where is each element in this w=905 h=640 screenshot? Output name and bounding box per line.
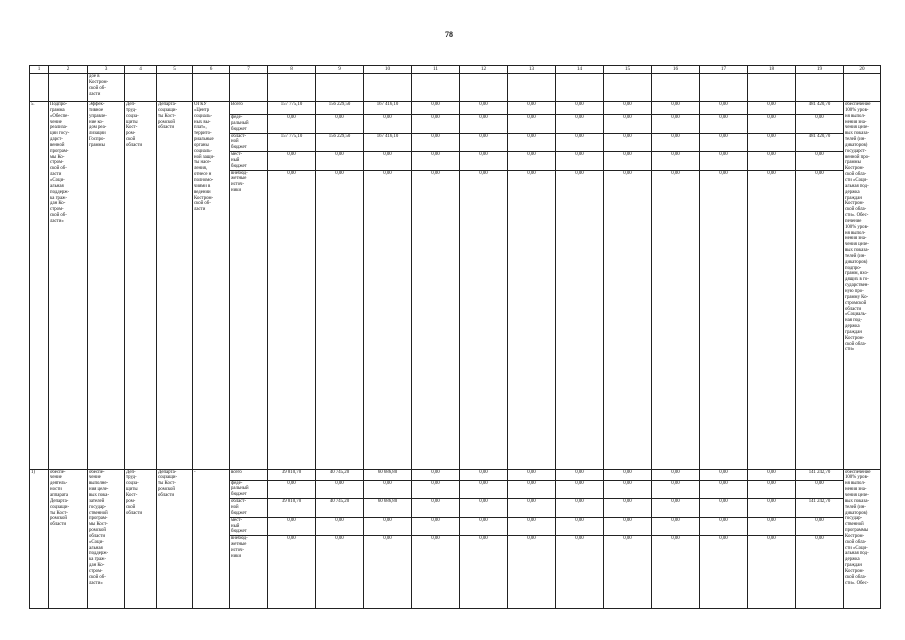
value-cell: 0,00: [652, 480, 700, 499]
value-cell: 60 686,80: [364, 499, 412, 518]
value-cell: 157 775,10: [268, 133, 316, 152]
value-cell: 0,00: [604, 152, 652, 171]
value-cell: 0,00: [700, 133, 748, 152]
total-cell: 141 242,70: [796, 499, 844, 518]
responsible-executor: Деп- труд- соцза- щиты Кост- ром- ской области: [125, 102, 157, 470]
value-cell: 156 229,50: [316, 102, 364, 115]
value-cell: 0,00: [556, 517, 604, 536]
continuation-row: [30, 74, 881, 102]
total-cell: 0,00: [796, 480, 844, 499]
value-cell: 0,00: [652, 536, 700, 609]
value-cell: 0,00: [364, 517, 412, 536]
value-cell: 0,00: [556, 499, 604, 518]
value-cell: 0,00: [412, 102, 460, 115]
value-cell: 0,00: [316, 152, 364, 171]
value-cell: 0,00: [508, 480, 556, 499]
value-cell: 0,00: [460, 536, 508, 609]
value-cell: 0,00: [268, 536, 316, 609]
funding-source: всего: [230, 469, 268, 480]
goal-text: обеспе- чение выполне- ния целе- вых пока- зателей государ- ственной програм- мы Кост- ромской области «Соци- альная поддерж- ка граж- дан Ко- стром- ской об- ласти»: [88, 469, 125, 609]
value-cell: 0,00: [460, 102, 508, 115]
value-cell: 0,00: [412, 115, 460, 134]
value-cell: 0,00: [556, 170, 604, 469]
header-cell: 8: [268, 66, 316, 74]
value-cell: 0,00: [748, 517, 796, 536]
value-cell: 0,00: [604, 469, 652, 480]
total-cell: 0,00: [796, 170, 844, 469]
value-cell: 0,00: [700, 152, 748, 171]
table-row: [30, 469, 881, 480]
header-cell: 4: [125, 66, 157, 74]
budget-table: [29, 65, 881, 609]
value-cell: 0,00: [412, 536, 460, 609]
value-cell: 0,00: [508, 133, 556, 152]
header-cell: 19: [796, 66, 844, 74]
value-cell: 0,00: [460, 170, 508, 469]
value-cell: 0,00: [556, 102, 604, 115]
header-cell: 2: [49, 66, 88, 74]
funding-source: феде- ральный бюджет: [230, 480, 268, 499]
value-cell: 0,00: [604, 480, 652, 499]
value-cell: 0,00: [700, 536, 748, 609]
value-cell: 0,00: [748, 152, 796, 171]
value-cell: 0,00: [604, 170, 652, 469]
value-cell: 0,00: [412, 517, 460, 536]
goal-text: Эффек- тивное управле- ние ко- дом реа- лизации Госпро- граммы: [88, 102, 125, 470]
header-cell: 13: [508, 66, 556, 74]
value-cell: 0,00: [652, 152, 700, 171]
header-cell: 3: [88, 66, 125, 74]
value-cell: 0,00: [508, 152, 556, 171]
value-cell: 0,00: [604, 115, 652, 134]
participants: -: [193, 469, 230, 609]
value-cell: 0,00: [316, 517, 364, 536]
value-cell: 0,00: [556, 536, 604, 609]
value-cell: 0,00: [508, 115, 556, 134]
value-cell: 0,00: [556, 133, 604, 152]
value-cell: 0,00: [700, 499, 748, 518]
value-cell: 0,00: [268, 170, 316, 469]
value-cell: 167 416,10: [364, 102, 412, 115]
value-cell: 40 745,20: [316, 499, 364, 518]
funding-source: Всего: [230, 102, 268, 115]
value-cell: 0,00: [652, 499, 700, 518]
value-cell: 0,00: [748, 115, 796, 134]
value-cell: 0,00: [412, 152, 460, 171]
value-cell: 0,00: [364, 152, 412, 171]
value-cell: 0,00: [460, 469, 508, 480]
page-number: 78: [445, 30, 453, 39]
value-cell: 0,00: [412, 469, 460, 480]
value-cell: 157 775,10: [268, 102, 316, 115]
value-cell: 0,00: [748, 499, 796, 518]
value-cell: 0,00: [604, 102, 652, 115]
value-cell: 0,00: [700, 115, 748, 134]
header-cell: 14: [556, 66, 604, 74]
participants: ОГКУ «Центр социаль- ных вы- плат», террито- риальные органы социаль- ной защи- ты насе- ления, отнесе н полномо- чиями в ведении Костром- ской об- ласти: [193, 102, 230, 470]
funding-source: внебюд- жетные источ- ники: [230, 536, 268, 609]
value-cell: 0,00: [508, 517, 556, 536]
value-cell: 0,00: [556, 480, 604, 499]
continuation-text: дое в Костром- ской об- ласти: [88, 74, 125, 102]
total-cell: 0,00: [796, 517, 844, 536]
activity-name: обеспе- чение деятель- ности аппарата Департa- соцзащи- ты Кост- ромской области: [49, 469, 88, 609]
value-cell: 0,00: [508, 536, 556, 609]
total-cell: 141 242,70: [796, 469, 844, 480]
header-cell: 16: [652, 66, 700, 74]
row-number: 1): [30, 469, 49, 609]
value-cell: 0,00: [412, 480, 460, 499]
value-cell: 0,00: [652, 133, 700, 152]
co-executor: Департа- соцзащи- ты Кост- ромской области: [157, 102, 193, 470]
header-cell: 11: [412, 66, 460, 74]
table-row: [30, 102, 881, 115]
header-cell: 20: [844, 66, 881, 74]
value-cell: 0,00: [604, 133, 652, 152]
funding-source: мест- ный бюджет: [230, 152, 268, 171]
total-cell: 0,00: [796, 152, 844, 171]
value-cell: 0,00: [316, 536, 364, 609]
value-cell: 0,00: [412, 170, 460, 469]
header-cell: 12: [460, 66, 508, 74]
value-cell: 0,00: [700, 170, 748, 469]
value-cell: 0,00: [364, 536, 412, 609]
header-row: [30, 66, 881, 74]
value-cell: 0,00: [748, 536, 796, 609]
funding-source: внебюд- жетные источ- ники: [230, 170, 268, 469]
value-cell: 60 686,80: [364, 469, 412, 480]
value-cell: 0,00: [604, 536, 652, 609]
value-cell: 0,00: [460, 517, 508, 536]
co-executor: Департa- соцзащи- ты Кост- ромской области: [157, 469, 193, 609]
total-cell: 481 420,70: [796, 133, 844, 152]
total-cell: 0,00: [796, 115, 844, 134]
value-cell: 0,00: [652, 115, 700, 134]
value-cell: 0,00: [412, 499, 460, 518]
value-cell: 156 229,50: [316, 133, 364, 152]
value-cell: 0,00: [556, 469, 604, 480]
value-cell: 39 810,70: [268, 469, 316, 480]
value-cell: 0,00: [316, 170, 364, 469]
value-cell: 0,00: [700, 517, 748, 536]
value-cell: 0,00: [460, 115, 508, 134]
value-cell: 167 416,10: [364, 133, 412, 152]
header-cell: 1: [30, 66, 49, 74]
header-cell: 5: [157, 66, 193, 74]
total-cell: 0,00: [796, 536, 844, 609]
header-cell: 10: [364, 66, 412, 74]
header-cell: 18: [748, 66, 796, 74]
value-cell: 0,00: [460, 499, 508, 518]
row-number: 5.: [30, 102, 49, 470]
value-cell: 0,00: [556, 152, 604, 171]
funding-source: област- ной бюджет: [230, 133, 268, 152]
header-cell: 7: [230, 66, 268, 74]
header-cell: 6: [193, 66, 230, 74]
value-cell: 0,00: [700, 480, 748, 499]
value-cell: 0,00: [268, 517, 316, 536]
value-cell: 0,00: [364, 480, 412, 499]
value-cell: 0,00: [748, 102, 796, 115]
value-cell: 0,00: [268, 115, 316, 134]
value-cell: 0,00: [316, 115, 364, 134]
value-cell: 0,00: [748, 133, 796, 152]
value-cell: 0,00: [604, 517, 652, 536]
value-cell: 0,00: [508, 499, 556, 518]
responsible-executor: Деп- труд- соцза- щиты Кост- ром- ской области: [125, 469, 157, 609]
funding-source: област- ной бюджет: [230, 499, 268, 518]
funding-source: мест- ный бюджет: [230, 517, 268, 536]
value-cell: 0,00: [460, 480, 508, 499]
value-cell: 0,00: [364, 170, 412, 469]
value-cell: 0,00: [460, 133, 508, 152]
value-cell: 0,00: [508, 469, 556, 480]
value-cell: 0,00: [652, 170, 700, 469]
value-cell: 0,00: [700, 102, 748, 115]
funding-source: феде- ральный бюджет: [230, 115, 268, 134]
value-cell: 0,00: [652, 469, 700, 480]
total-cell: 481 420,70: [796, 102, 844, 115]
value-cell: 39 810,70: [268, 499, 316, 518]
value-cell: 0,00: [412, 133, 460, 152]
value-cell: 0,00: [364, 115, 412, 134]
header-cell: 9: [316, 66, 364, 74]
value-cell: 0,00: [604, 499, 652, 518]
subprogram-name: Подпро- грамма «Обеспе- чение реализа- ции госу- дарст- венной програм- мы Ко- стром- ской об- ласти «Соци- альная поддерж- ка граж- дан Ко- стром- ской об- ласти»: [49, 102, 88, 470]
value-cell: 0,00: [748, 469, 796, 480]
value-cell: 0,00: [316, 480, 364, 499]
header-cell: 15: [604, 66, 652, 74]
value-cell: 0,00: [460, 152, 508, 171]
value-cell: 0,00: [700, 469, 748, 480]
value-cell: 0,00: [268, 152, 316, 171]
value-cell: 40 745,20: [316, 469, 364, 480]
value-cell: 0,00: [508, 102, 556, 115]
value-cell: 0,00: [508, 170, 556, 469]
value-cell: 0,00: [652, 102, 700, 115]
value-cell: 0,00: [748, 480, 796, 499]
expected-result: обеспечение 100% уров- ня выпол- нения зна- чения целе- вых показа- телей (ин- дикаторов) государ- ственной программы Костром- ской обла- сти «Соци- альная под- держка граждан Костром- ской обла- сти». Обес-: [844, 469, 881, 609]
expected-result: обеспечение 100% уров- ня выпол- нения зна- чения целе- вых показа- телей (ин- дикаторов) государст- венной про- граммы Костром- ской обла- сти «Соци- альная под- держка граждан Костром- ской обла- сти». Обес- печение 100% уров- ня выпол- нения зна- чения целе- вых показа- телей (ин- дикаторов) подпро- грамм, вхо- дящих в го- сударствен- ную про- грамму Ко- стромской области «Социаль- ная под- держка граждан Костром- ской обла- сти»: [844, 102, 881, 470]
value-cell: 0,00: [556, 115, 604, 134]
value-cell: 0,00: [652, 517, 700, 536]
header-cell: 17: [700, 66, 748, 74]
value-cell: 0,00: [268, 480, 316, 499]
value-cell: 0,00: [748, 170, 796, 469]
